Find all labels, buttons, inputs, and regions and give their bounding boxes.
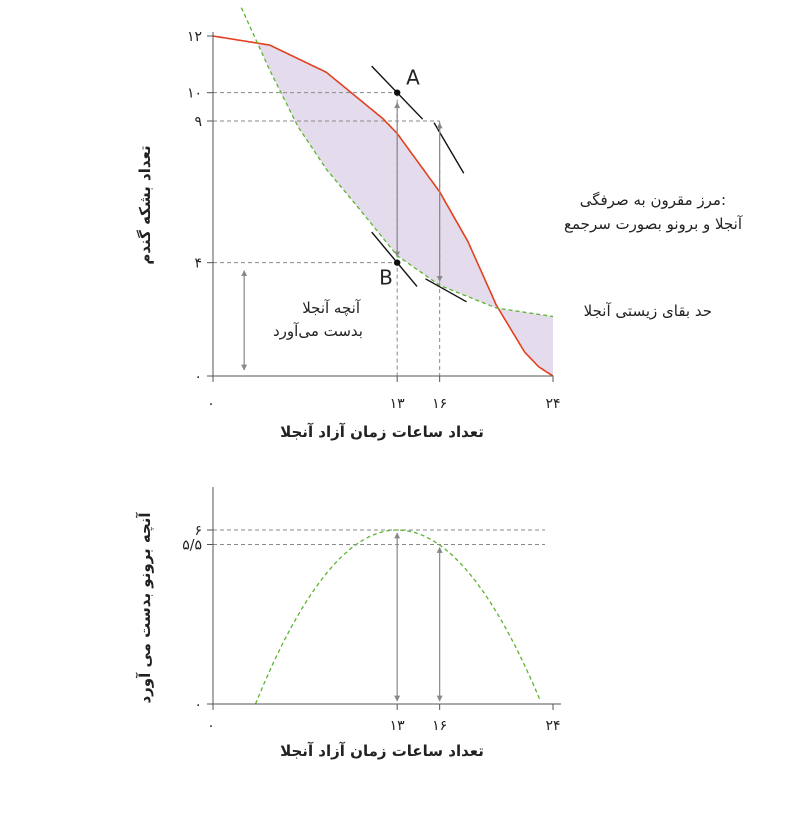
y-tick-label: ۹ [194, 114, 202, 130]
x-ticks-bottom [207, 704, 560, 734]
x-tick-label: ۲۴ [545, 718, 561, 734]
x-ticks [207, 376, 560, 412]
frontier-label-line2: آنجلا و برونو بصورت سرجمع [564, 215, 742, 233]
y-axis-title: تعداد بشکه گندم [136, 145, 154, 265]
x-tick-label: ۱۶ [432, 718, 448, 734]
angela-gets-label-line1: آنچه آنجلا [302, 299, 360, 317]
y-tick-label: ۱۲ [186, 29, 202, 45]
y-tick-label: ۶ [194, 523, 202, 539]
x-tick-label: ۱۳ [389, 396, 405, 412]
point-a-dot [394, 89, 400, 95]
x-tick-label: ۱۳ [389, 718, 405, 734]
y-ticks [187, 29, 213, 385]
x-tick-label: ۰ [207, 396, 215, 412]
y-ticks-bottom [182, 523, 213, 713]
x-tick-label: ۲۴ [545, 396, 561, 412]
point-b-dot [394, 259, 400, 265]
top-chart [136, 8, 743, 441]
survival-label: حد بقای زیستی آنجلا [583, 302, 712, 320]
x-axis-title: تعداد ساعات زمان آزاد آنجلا [280, 423, 484, 441]
frontier-label-line1: مرز مقرون به صرفگی: [579, 191, 726, 209]
point-b-label: B [379, 265, 393, 290]
y-tick-label: ۴ [194, 255, 202, 272]
bruno-curve [256, 530, 541, 704]
y-tick-label: ۰ [194, 697, 202, 713]
tangent-line-frontier-16 [434, 123, 464, 174]
y-tick-label: ۰ [194, 369, 202, 385]
y-tick-label: ۱۰ [186, 85, 202, 102]
y-axis-title-bottom: آنچه برونو بدست می آورد [136, 512, 154, 704]
horizontal-guides-bottom [213, 530, 545, 545]
x-axis-title-bottom: تعداد ساعات زمان آزاد آنجلا [280, 742, 484, 760]
angela-gets-label-line2: بدست می‌آورد [273, 322, 363, 340]
x-tick-label: ۱۶ [432, 396, 448, 412]
point-a-label: A [406, 65, 420, 90]
bottom-chart [136, 487, 561, 760]
x-tick-label: ۰ [207, 718, 215, 734]
y-tick-label: ۵/۵ [182, 537, 202, 554]
